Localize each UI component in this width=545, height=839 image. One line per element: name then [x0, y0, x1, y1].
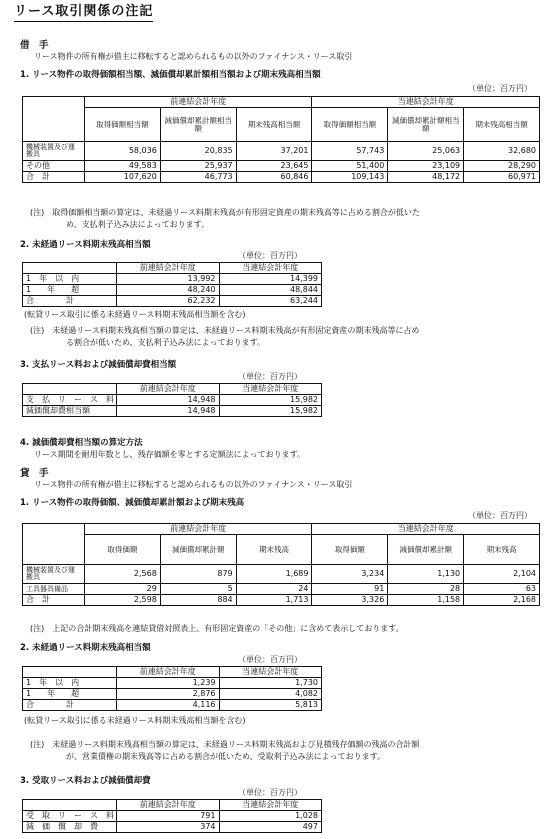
table-row: 合 計 107,620 46,773 60,846 109,143 48,172 60,971	[23, 172, 540, 183]
lessor-s2-table	[22, 666, 322, 711]
table-row: 1 年 以 内 13,992 14,399	[23, 274, 322, 285]
lessor-s3-heading: 3. 受取リース料および減価償却費	[20, 776, 151, 786]
table-row: 1 年 超 2,876 4,082	[23, 689, 322, 700]
table-row: 合 計 2,598 884 1,713 3,326 1,158 2,168	[23, 595, 540, 606]
lessee-description: リース物件の所有権が借主に移転すると認められるもの以外のファイナンス・リース取引	[34, 52, 353, 61]
page-title: リース取引関係の注記	[14, 4, 153, 22]
lessee-s2-note: (注) 未経過リース料期末残高相当額の算定は、未経過リース料期末残高が有形固定資産の期末残高等に占め	[30, 326, 420, 335]
lessee-s3-table	[22, 383, 322, 417]
table-corner	[23, 263, 117, 274]
table-row: 合 計 62,232 63,244	[23, 296, 322, 307]
lessee-s2-paren: (転貸リース取引に係る未経過リース料期末残高相当額を含む)	[24, 310, 246, 319]
col-header: 当連結会計年度	[219, 667, 322, 678]
col-header: 前連結会計年度	[117, 667, 220, 678]
lessee-s1-heading: 1. リース物件の取得価額相当額、減価償却累計額相当額および期末残高相当額	[20, 70, 321, 80]
table-corner	[23, 97, 85, 142]
col-header: 取得価額相当額	[312, 108, 388, 142]
lessee-s3-heading: 3. 支払リース料および減価償却費相当額	[20, 360, 177, 370]
lessee-s4-text: リース期間を耐用年数とし、残存価額を零とする定額法によっております。	[34, 450, 305, 459]
table-corner	[23, 667, 117, 678]
lessor-s2-unit: （単位：百万円）	[238, 655, 302, 664]
table-row: 減 価 償 却 費 374 497	[23, 822, 322, 833]
table-row: 1 年 超 48,240 48,844	[23, 285, 322, 296]
col-header: 取得価額	[312, 535, 388, 565]
table-row: 工具器具備品 29 5 24 91 28 63	[23, 584, 540, 595]
col-header: 当連結会計年度	[219, 263, 322, 274]
table-corner	[23, 800, 117, 811]
lessee-s1-note: め、支払利子込み法によっております。	[66, 220, 210, 229]
col-group-curr: 当連結会計年度	[312, 97, 540, 108]
table-row: 1 年 以 内 1,239 1,730	[23, 678, 322, 689]
col-header: 減価償却累計額相当額	[388, 108, 464, 142]
table-corner	[23, 384, 117, 395]
lessor-s1-unit: （単位：百万円）	[468, 511, 532, 520]
table-row: 減価償却費相当額 14,948 15,982	[23, 406, 322, 417]
table-row: 支 払 リ ー ス 料 14,948 15,982	[23, 395, 322, 406]
col-group-curr: 当連結会計年度	[312, 524, 540, 535]
col-header: 前連結会計年度	[117, 384, 220, 395]
lessee-s2-heading: 2. 未経過リース料期末残高相当額	[20, 240, 151, 250]
table-row: 機械装置及び運搬具 58,036 20,835 37,201 57,743 25,063 32,680	[23, 142, 540, 161]
table-row: 機械装置及び運搬具 2,568 879 1,689 3,234 1,130 2,104	[23, 565, 540, 584]
col-header: 減価償却累計額	[160, 535, 236, 565]
table-corner	[23, 524, 85, 565]
col-header: 期末残高	[464, 535, 540, 565]
col-header: 当連結会計年度	[219, 800, 322, 811]
col-header: 前連結会計年度	[117, 800, 220, 811]
table-row: 合 計 4,116 5,813	[23, 700, 322, 711]
lessee-s1-unit: （単位：百万円）	[468, 84, 532, 93]
col-header: 期末残高相当額	[464, 108, 540, 142]
col-header: 取得価額相当額	[85, 108, 161, 142]
lessee-heading: 借 手	[20, 40, 49, 51]
lessor-description: リース物件の所有権が借主に移転すると認められるもの以外のファイナンス・リース取引	[34, 480, 353, 489]
col-header: 減価償却累計額相当額	[160, 108, 236, 142]
table-row: その他 49,583 25,937 23,645 51,400 23,109 28,290	[23, 161, 540, 172]
lessee-s2-table	[22, 262, 322, 307]
lessor-s3-table	[22, 799, 322, 833]
lessee-s2-note: る割合が低いため、支払利子込み法によっております。	[66, 338, 266, 347]
col-header: 当連結会計年度	[219, 384, 322, 395]
table-row: 受 取 リ ー ス 料 791 1,028	[23, 811, 322, 822]
lessee-s4-heading: 4. 減価償却費相当額の算定方法	[20, 438, 143, 448]
lessor-s2-note: (注) 未経過リース料期末残高相当額の算定は、未経過リース料期末残高および見積残存価額の残高の合計額	[30, 740, 420, 749]
lessor-s2-heading: 2. 未経過リース料期末残高相当額	[20, 643, 151, 653]
lessor-s3-unit: （単位：百万円）	[238, 788, 302, 797]
lessor-s2-note: が、営業債権の期末残高等に占める割合が低いため、受取利子込み法によっております。	[66, 752, 386, 761]
col-header: 期末残高	[236, 535, 312, 565]
lessee-s1-note: (注) 取得価額相当額の算定は、未経過リース料期末残高が有形固定資産の期末残高等に占める割合が低いた	[30, 208, 420, 217]
lessee-s1-table	[22, 96, 540, 183]
col-header: 前連結会計年度	[117, 263, 220, 274]
col-header: 期末残高相当額	[236, 108, 312, 142]
col-group-prev: 前連結会計年度	[85, 524, 312, 535]
col-header: 減価償却累計額	[388, 535, 464, 565]
lessor-s1-note: (注) 上記の合計期末残高を連結貸借対照表上、有形固定資産の「その他」に含めて表示しております。	[30, 624, 404, 633]
lessee-s2-unit: （単位：百万円）	[238, 251, 302, 260]
lessor-s1-heading: 1. リース物件の取得価額、減価償却累計額および期末残高	[20, 498, 245, 508]
lessor-s2-paren: (転貸リース取引に係る未経過リース料期末残高相当額を含む)	[24, 716, 246, 725]
col-group-prev: 前連結会計年度	[85, 97, 312, 108]
col-header: 取得価額	[85, 535, 161, 565]
lessor-s1-table	[22, 523, 540, 606]
lessor-heading: 貸 手	[20, 468, 49, 479]
lessee-s3-unit: （単位：百万円）	[238, 372, 302, 381]
